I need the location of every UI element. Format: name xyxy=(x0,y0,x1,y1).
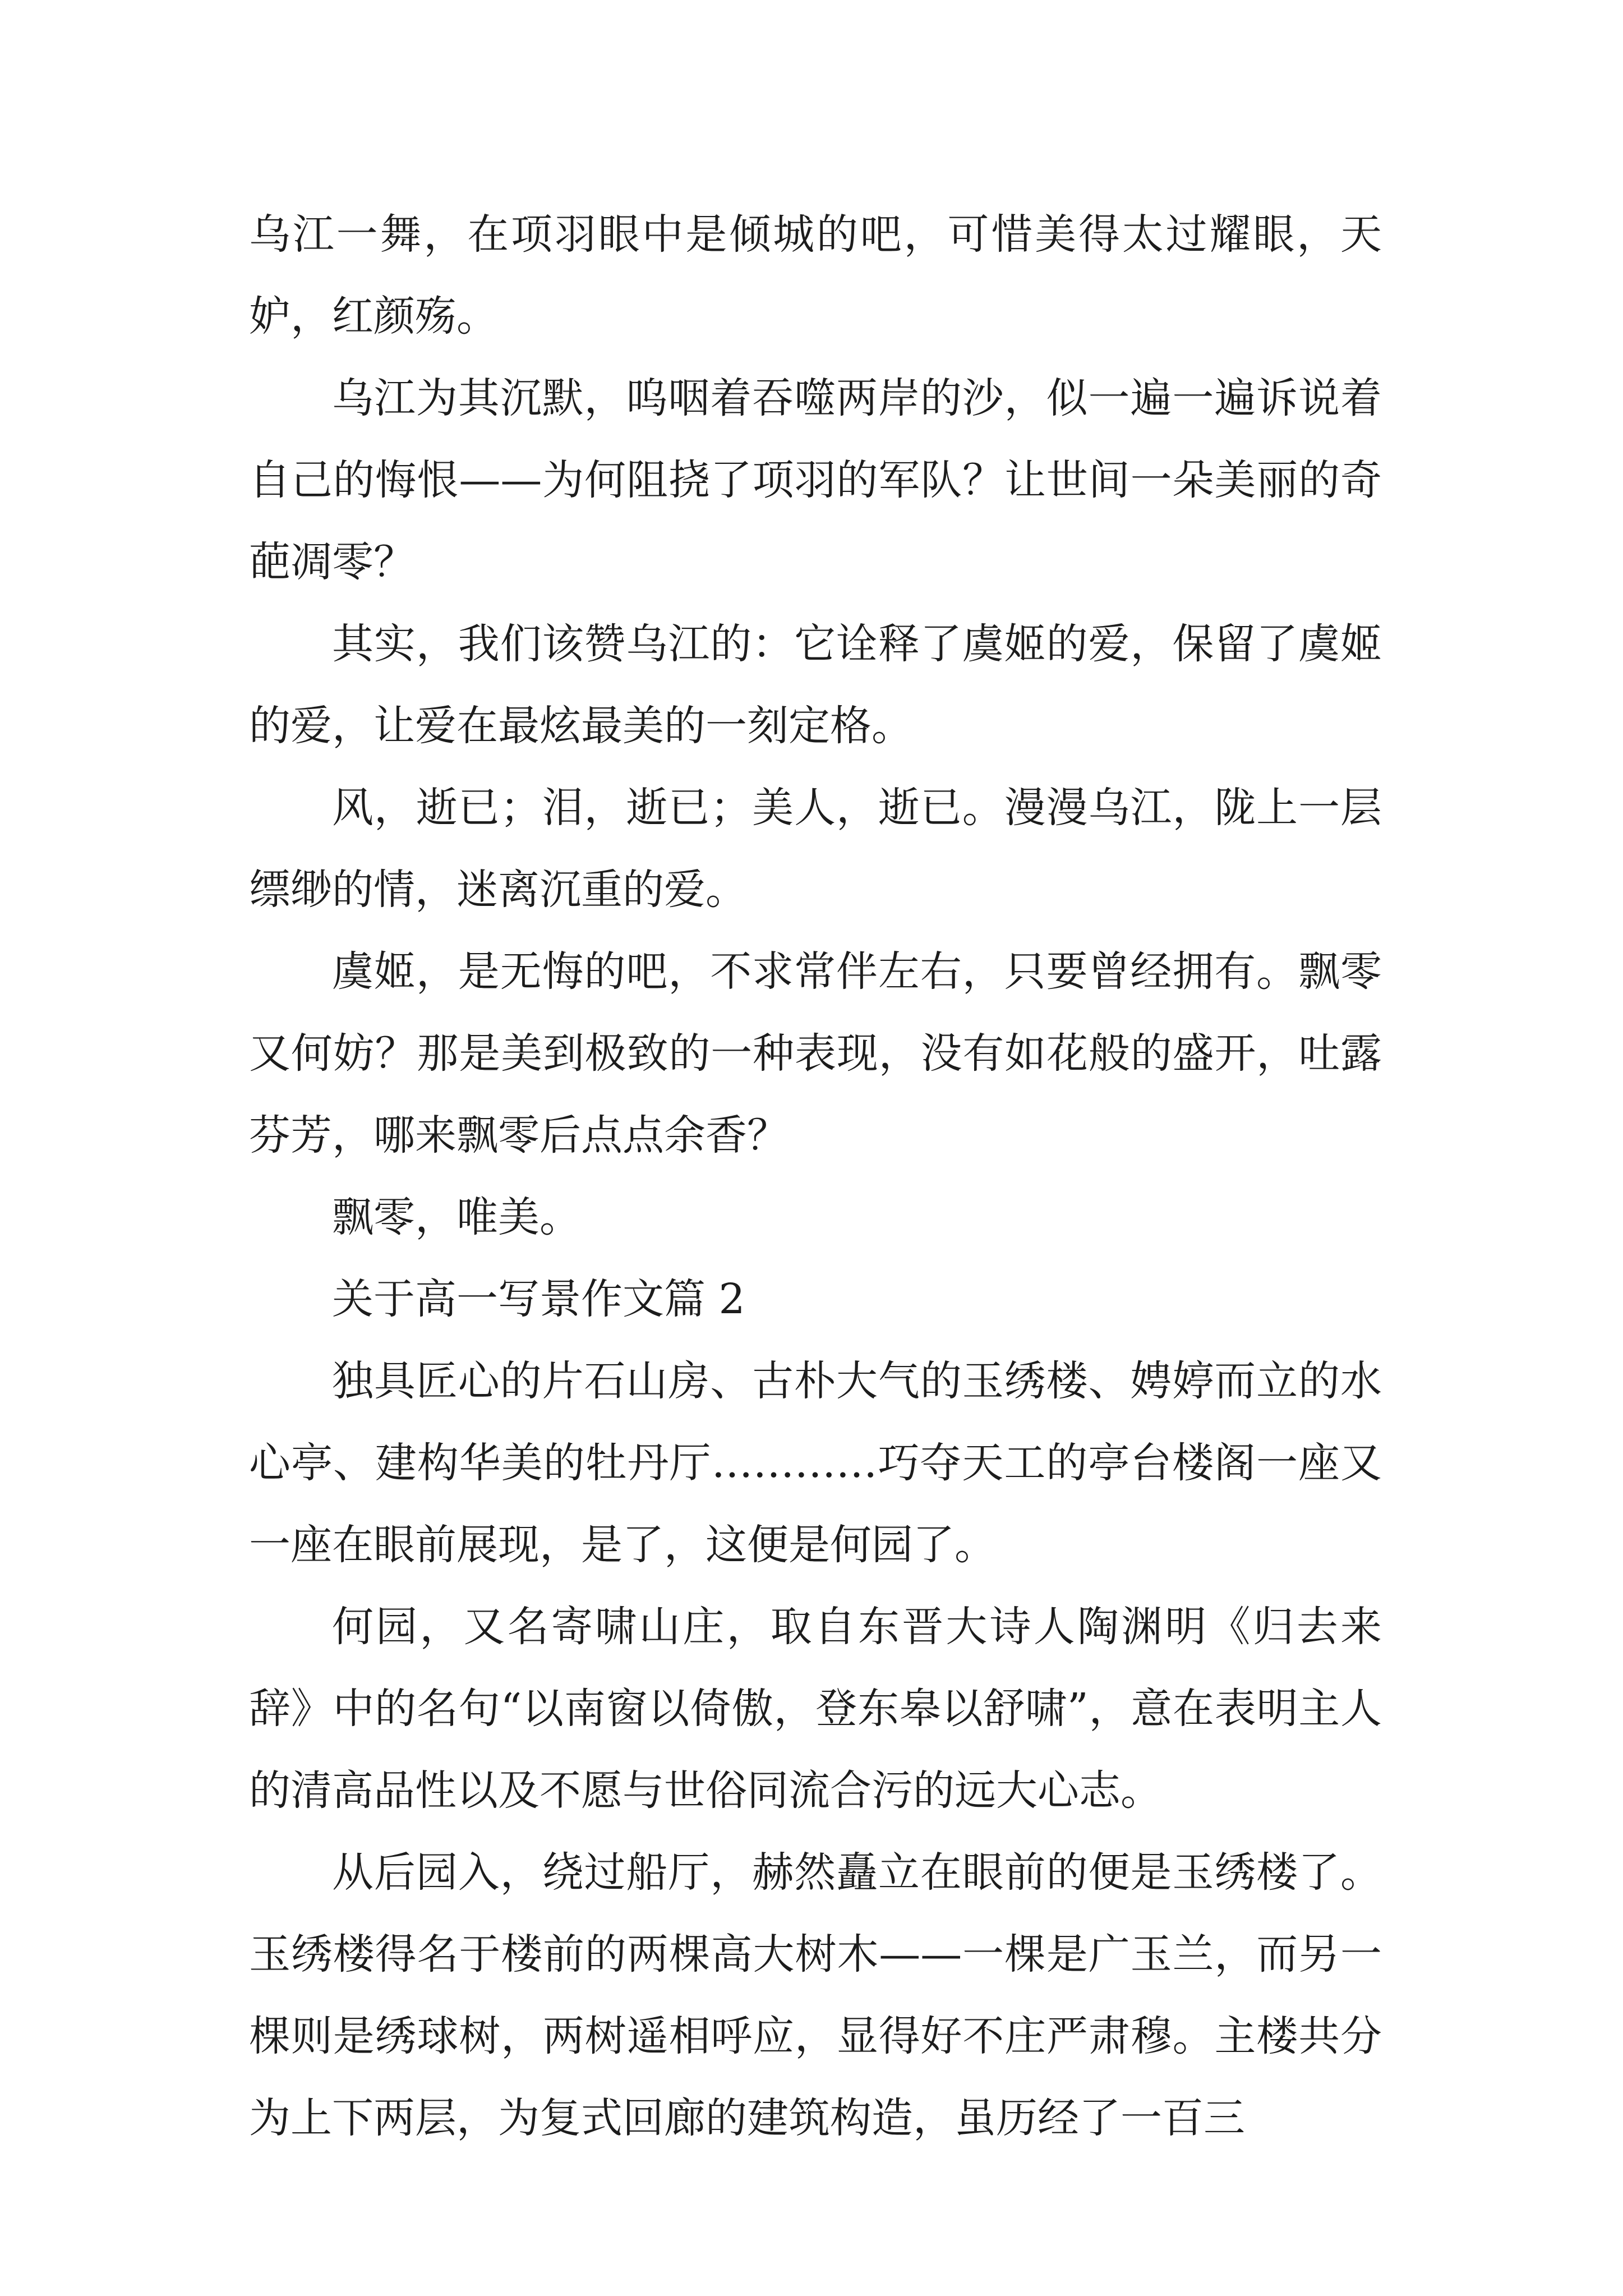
paragraph-9: 从后园入，绕过船厅，赫然矗立在眼前的便是玉绣楼了。玉绣楼得名于楼前的两棵高大树木——一棵是广玉兰，而另一棵则是绣球树，两树遥相呼应，显得好不庄严肃穆。主楼共分为上下两层，为复式回廊的建筑构造，虽历经了一百三 xyxy=(249,1848,1382,2142)
paragraph-4: 风，逝已；泪，逝已；美人，逝已。漫漫乌江，陇上一层缥缈的情，迷离沉重的爱。 xyxy=(249,784,1382,914)
paragraph-2: 乌江为其沉默，呜咽着吞噬两岸的沙，似一遍一遍诉说着自己的悔恨——为何阻挠了项羽的军队？让世间一朵美丽的奇葩凋零？ xyxy=(249,374,1382,586)
paragraph-3: 其实，我们该赞乌江的：它诠释了虞姬的爱，保留了虞姬的爱，让爱在最炫最美的一刻定格。 xyxy=(249,620,1382,750)
paragraph-5: 虞姬，是无悔的吧，不求常伴左右，只要曾经拥有。飘零又何妨？那是美到极致的一种表现，没有如花般的盛开，吐露芬芳，哪来飘零后点点余香？ xyxy=(249,947,1382,1159)
paragraph-8: 何园，又名寄啸山庄，取自东晋大诗人陶渊明《归去来辞》中的名句“以南窗以倚傲，登东皋以舒啸”，意在表明主人的清高品性以及不愿与世俗同流合污的远大心志。 xyxy=(249,1603,1382,1815)
paragraph-6: 飘零，唯美。 xyxy=(332,1193,581,1241)
paragraph-7: 独具匠心的片石山房、古朴大气的玉绣楼、娉婷而立的水心亭、建构华美的牡丹厅…………巧夺天工的亭台楼阁一座又一座在眼前展现，是了，这便是何园了。 xyxy=(249,1357,1382,1569)
paragraph-1: 乌江一舞，在项羽眼中是倾城的吧，可惜美得太过耀眼，天妒，红颜殇。 xyxy=(249,210,1382,341)
document-body xyxy=(249,194,1382,2159)
section-heading: 关于高一写景作文篇 2 xyxy=(332,1275,745,1323)
